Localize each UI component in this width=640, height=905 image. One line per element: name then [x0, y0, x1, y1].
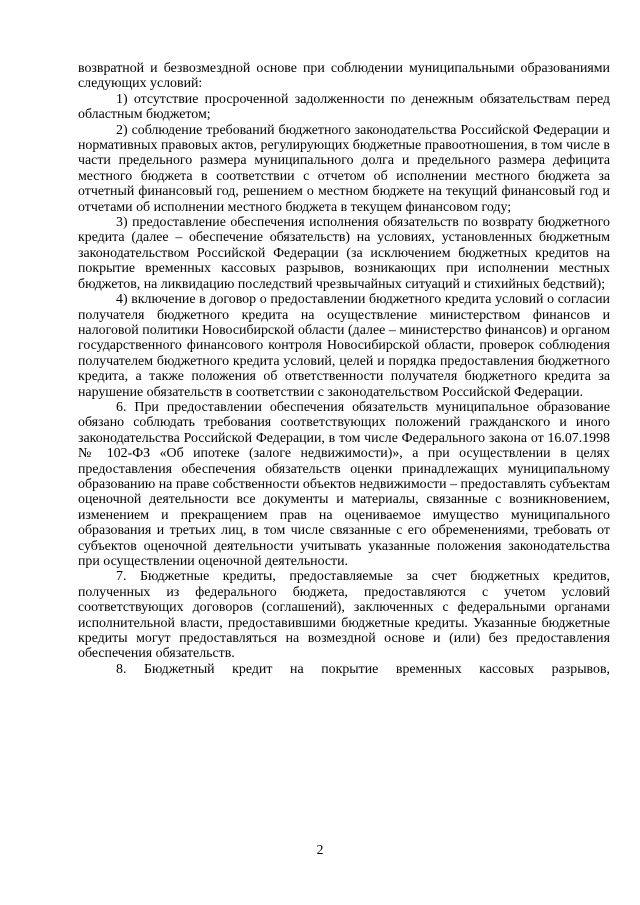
paragraph-condition-2: 2) соблюдение требований бюджетного законодательства Российской Федерации и нормативных правовых актов, регулирующих бюджетные правоотношения, в том числе в части предельного размера муниципального долга и предельного размера дефицита местного бюджета в соответствии с отчетом об исполнении местного бюджета за отчетный финансовый год, решением о местном бюджете на текущий финансовый год и отчетами об исполнении местного бюджета в текущем финансовом году; [78, 122, 610, 215]
paragraph-clause-8: 8. Бюджетный кредит на покрытие временных кассовых разрывов, [116, 661, 610, 677]
paragraph-clause-7: 7. Бюджетные кредиты, предоставляемые за счет бюджетных кредитов, полученных из федерального бюджета, предоставляются с учетом условий соответствующих договоров (соглашений), заключенных с федеральными органами исполнительной власти, предоставившими бюджетные кредиты. Указанные бюджетные кредиты могут предоставляться на возмездной основе и (или) без предоставления обеспечения обязательств. [78, 569, 610, 662]
paragraph-condition-4: 4) включение в договор о предоставлении бюджетного кредита условий о согласии получателя бюджетного кредита на осуществление министерством финансов и налоговой политики Новосибирской области (далее – министерство финансов) и органом государственного финансового контроля Новосибирской области, проверок соблюдения получателем бюджетного кредита условий, целей и порядка предоставления бюджетного кредита, а также положения об ответственности получателя бюджетного кредита за нарушение обязательств в соответствии с законодательством Российской Федерации. [78, 292, 610, 400]
paragraph-condition-1: 1) отсутствие просроченной задолженности по денежным обязательствам перед областным бюджетом; [78, 91, 610, 123]
page-number: 2 [316, 842, 324, 857]
document-body [78, 61, 610, 677]
paragraph-intro: возвратной и безвозмездной основе при соблюдении муниципальными образованиями следующих условий: [78, 61, 610, 92]
paragraph-condition-3: 3) предоставление обеспечения исполнения обязательств по возврату бюджетного кредита (далее – обеспечение обязательств) на условиях, установленных бюджетным законодательством Российской Федерации (за исключением бюджетных кредитов на покрытие временных кассовых разрывов, возникающих при исполнении местных бюджетов, на ликвидацию последствий чрезвычайных ситуаций и стихийных бедствий); [78, 215, 610, 292]
paragraph-clause-6: 6. При предоставлении обеспечения обязательств муниципальное образование обязано соблюдать требования соответствующих положений гражданского и иного законодательства Российской Федерации, в том числе Федерального закона от 16.07.1998 № 102-ФЗ «Об ипотеке (залоге недвижимости)», а при осуществлении в целях предоставления обеспечения обязательств оценки принадлежащих муниципальному образованию на праве собственности объектов недвижимости – предоставлять субъектам оценочной деятельности все документы и материалы, связанные с возникновением, изменением и прекращением прав на оцениваемое имущество муниципального образования и третьих лиц, в том числе связанные с его обременениями, требовать от субъектов оценочной деятельности учитывать указанные положения законодательства при осуществлении оценочной деятельности. [78, 399, 610, 569]
